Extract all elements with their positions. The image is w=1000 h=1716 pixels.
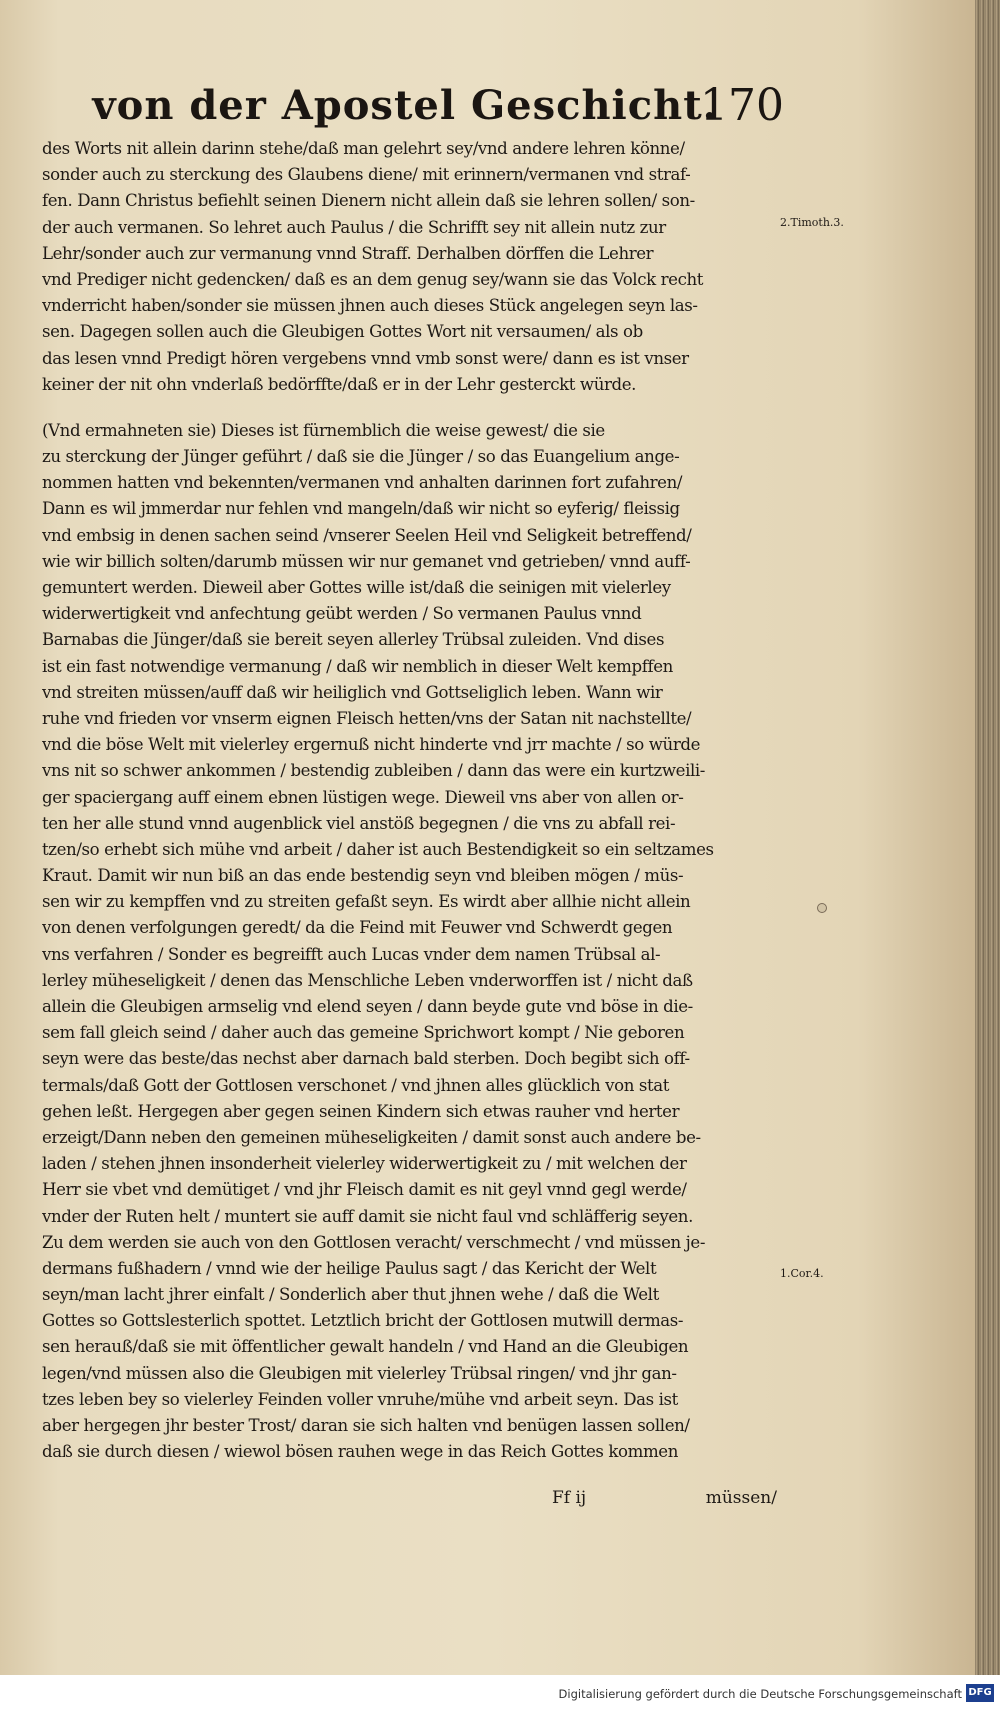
text-line: dermans fußhadern / vnnd wie der heilige Paulus sagt / das Kericht der Welt: [42, 1258, 657, 1278]
text-line: lerley müheseligkeit / denen das Menschliche Leben vnderworffen ist / nicht daß: [42, 970, 693, 990]
text-line: gemuntert werden. Dieweil aber Gottes wille ist/daß die seinigen mit vielerley: [42, 578, 671, 597]
marginal-reference-corinthians: 1.Cor.4.: [780, 1267, 824, 1280]
text-line: legen/vnd müssen also die Gleubigen mit vielerley Trübsal ringen/ vnd jhr gan-: [42, 1363, 677, 1383]
page-header: [0, 78, 975, 140]
text-line: seyn/man lacht jhrer einfalt / Sonderlich aber thut jhnen wehe / daß die Welt: [42, 1285, 659, 1305]
text-line: Gottes so Gottslesterlich spottet. Letztlich bricht der Gottlosen mutwill dermas-: [42, 1311, 684, 1331]
text-line: daß sie durch diesen / wiewol bösen rauhen wege in das Reich Gottes kommen: [42, 1442, 679, 1462]
text-line: ruhe vnd frieden vor vnserm eignen Fleisch hetten/vns der Satan nit nachstellte/: [42, 708, 692, 728]
text-line: sen. Dagegen sollen auch die Gleubigen Gottes Wort nit versaumen/ als ob: [42, 322, 643, 342]
text-line: vnd streiten müssen/auff daß wir heiliglich vnd Gottseliglich leben. Wann wir: [42, 682, 663, 702]
signature-mark: Ff ij: [552, 1488, 587, 1508]
text-line: Dann es wil jmmerdar nur fehlen vnd mangeln/daß wir nicht so eyferig/ fleissig: [42, 499, 680, 519]
text-line: termals/daß Gott der Gottlosen verschonet / vnd jhnen alles glücklich von stat: [42, 1075, 670, 1095]
margin-dot-mark: [817, 903, 827, 913]
text-line: zu sterckung der Jünger geführt / daß sie die Jünger / so das Euangelium ange-: [42, 447, 680, 467]
page-footer: [42, 1485, 777, 1511]
catchword: müssen/: [705, 1488, 777, 1508]
text-line: vnd die böse Welt mit vielerley ergernuß nicht hinderte vnd jrr machte / so würde: [42, 735, 701, 755]
text-line: Barnabas die Jünger/daß sie bereit seyen allerley Trübsal zuleiden. Vnd dises: [42, 630, 665, 650]
text-line: (Vnd ermahneten sie) Dieses ist fürnemblich die weise gewest/ die sie: [42, 420, 605, 440]
text-line: vnd Prediger nicht gedencken/ daß es an dem genug sey/wann sie das Volck recht: [42, 269, 704, 289]
text-line: laden / stehen jhnen insonderheit vielerley widerwertigkeit zu / mit welchen der: [42, 1154, 687, 1174]
text-line: des Worts nit allein darinn stehe/daß man gelehrt sey/vnd andere lehren könne/: [42, 139, 685, 158]
text-line: ten her alle stund vnnd augenblick viel anstöß begegnen / die vns zu abfall rei-: [42, 813, 676, 833]
text-line: sen herauß/daß sie mit öffentlicher gewalt handeln / vnd Hand an die Gleubigen: [42, 1337, 689, 1357]
text-line: das lesen vnnd Predigt hören vergebens vnnd vmb sonst were/ dann es ist vnser: [42, 348, 689, 368]
text-line: Herr sie vbet vnd demütiget / vnd jhr Fleisch damit es nit geyl vnnd gegl werde/: [42, 1180, 687, 1200]
text-line: nommen hatten vnd bekennten/vermanen vnd anhalten darinnen fort zufahren/: [42, 473, 683, 493]
text-line: ger spaciergang auff einem ebnen lüstigen wege. Dieweil vns aber von allen or-: [42, 787, 684, 807]
text-line: ist ein fast notwendige vermanung / daß wir nemblich in dieser Welt kempffen: [42, 656, 673, 676]
text-line: sonder auch zu sterckung des Glaubens diene/ mit erinnern/vermanen vnd straf-: [42, 165, 691, 185]
text-line: von denen verfolgungen geredt/ da die Feind mit Feuwer vnd Schwerdt gegen: [42, 918, 673, 938]
book-fore-edge: [975, 0, 1000, 1675]
text-line: keiner der nit ohn vnderlaß bedörffte/daß er in der Lehr gesterckt würde.: [42, 374, 637, 394]
body-text: [42, 136, 777, 1465]
page-number: 170: [700, 80, 784, 131]
text-line: vnder der Ruten helt / muntert sie auff damit sie nicht faul vnd schläfferig seyen.: [42, 1206, 693, 1226]
text-line: vns nit so schwer ankommen / bestendig zubleiben / dann das were ein kurtzweili-: [42, 761, 706, 781]
marginal-reference-timothy: 2.Timoth.3.: [780, 216, 844, 229]
text-line: vns verfahren / Sonder es begreifft auch Lucas vnder dem namen Trübsal al-: [42, 944, 661, 964]
text-line: sen wir zu kempffen vnd zu streiten gefaßt seyn. Es wirdt aber allhie nicht allein: [42, 892, 691, 912]
text-line: erzeigt/Dann neben den gemeinen müheseligkeiten / damit sonst auch andere be-: [42, 1127, 701, 1147]
text-line: widerwertigkeit vnd anfechtung geübt werden / So vermanen Paulus vnnd: [42, 604, 642, 624]
text-line: fen. Dann Christus befiehlt seinen Dienern nicht allein daß sie lehren sollen/ son-: [42, 191, 695, 211]
text-line: sem fall gleich seind / daher auch das gemeine Sprichwort kompt / Nie geboren: [42, 1023, 685, 1043]
running-title: von der Apostel Geschicht.: [92, 82, 718, 129]
text-line: tzen/so erhebt sich mühe vnd arbeit / daher ist auch Bestendigkeit so ein seltzames: [42, 839, 714, 859]
credit-bar: [0, 1675, 1000, 1716]
text-line: Lehr/sonder auch zur vermanung vnnd Straff. Derhalben dörffen die Lehrer: [42, 243, 654, 263]
text-line: allein die Gleubigen armselig vnd elend seyen / dann beyde gute vnd böse in die-: [42, 997, 693, 1016]
text-line: Zu dem werden sie auch von den Gottlosen veracht/ verschmecht / vnd müssen je-: [42, 1232, 706, 1252]
text-line: tzes leben bey so vielerley Feinden voller vnruhe/mühe vnd arbeit seyn. Das ist: [42, 1389, 678, 1409]
text-line: seyn were das beste/das nechst aber darnach bald sterben. Doch begibt sich off-: [42, 1049, 690, 1069]
text-line: vnd embsig in denen sachen seind /vnserer Seelen Heil vnd Seligkeit betreffend/: [42, 525, 692, 545]
text-line: der auch vermanen. So lehret auch Paulus / die Schrifft sey nit allein nutz zur: [42, 217, 666, 237]
text-line: aber hergegen jhr bester Trost/ daran sie sich halten vnd benügen lassen sollen/: [42, 1416, 690, 1435]
text-line: Kraut. Damit wir nun biß an das ende bestendig seyn vnd bleiben mögen / müs-: [42, 866, 684, 886]
credit-text: Digitalisierung gefördert durch die Deutsche Forschungsgemeinschaft: [558, 1687, 962, 1701]
text-line: wie wir billich solten/darumb müssen wir nur gemanet vnd getrieben/ vnnd auff-: [42, 551, 691, 571]
paragraph-gap: [42, 398, 777, 418]
dfg-logo: DFG: [966, 1684, 994, 1702]
text-line: gehen leßt. Hergegen aber gegen seinen Kindern sich etwas rauher vnd herter: [42, 1101, 680, 1121]
text-line: vnderricht haben/sonder sie müssen jhnen auch dieses Stück angelegen seyn las-: [42, 296, 698, 316]
